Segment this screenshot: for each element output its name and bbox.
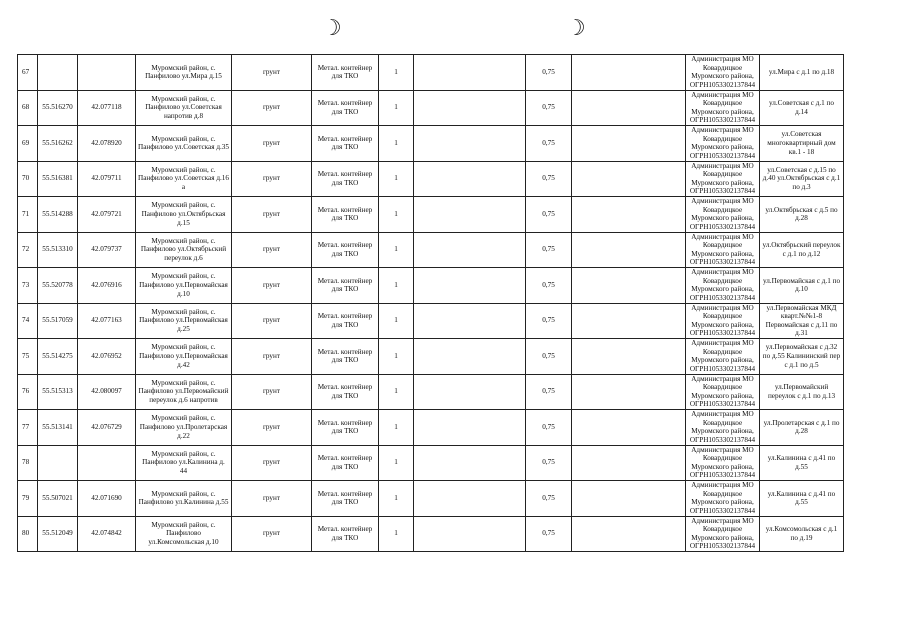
container-type-cell: Метал. контейнер для ТКО — [312, 90, 379, 126]
address-cell: Муромский район, с. Панфилово ул.Первомайская д.10 — [136, 268, 232, 304]
latitude-cell: 55.513141 — [38, 410, 78, 446]
longitude-cell: 42.077163 — [78, 303, 136, 339]
address-cell: Муромский район, с. Панфилово ул.Комсомольская д.10 — [136, 516, 232, 552]
container-count-cell: 1 — [379, 303, 414, 339]
container-count-cell: 1 — [379, 197, 414, 233]
container-type-cell: Метал. контейнер для ТКО — [312, 516, 379, 552]
served-objects-cell: ул.Советская с д.15 по д.40 ул.Октябрьская с д.1 по д.3 — [760, 161, 844, 197]
address-cell: Муромский район, с. Панфилово ул.Первомайский переулок д.6 напротив — [136, 374, 232, 410]
empty-cell — [414, 126, 526, 162]
empty-cell — [414, 232, 526, 268]
owner-cell: Администрация МО Ковардицкое Муромского района, ОГРН1053302137844 — [686, 516, 760, 552]
volume-cell: 0,75 — [526, 374, 572, 410]
table-row — [18, 232, 844, 268]
empty-cell — [572, 126, 686, 162]
served-objects-cell: ул.Советская с д.1 по д.14 — [760, 90, 844, 126]
volume-cell: 0,75 — [526, 516, 572, 552]
address-cell: Муромский район, с. Панфилово ул.Мира д.15 — [136, 55, 232, 91]
latitude-cell: 55.516381 — [38, 161, 78, 197]
row-number-cell: 77 — [18, 410, 38, 446]
owner-cell: Администрация МО Ковардицкое Муромского района, ОГРН1053302137844 — [686, 126, 760, 162]
volume-cell: 0,75 — [526, 481, 572, 517]
table-row — [18, 55, 844, 91]
volume-cell: 0,75 — [526, 90, 572, 126]
container-count-cell: 1 — [379, 339, 414, 375]
latitude-cell: 55.507021 — [38, 481, 78, 517]
address-cell: Муромский район, с. Панфилово ул.Калинина д. 44 — [136, 445, 232, 481]
surface-cell: грунт — [232, 90, 312, 126]
surface-cell: грунт — [232, 516, 312, 552]
longitude-cell: 42.080097 — [78, 374, 136, 410]
volume-cell: 0,75 — [526, 339, 572, 375]
owner-cell: Администрация МО Ковардицкое Муромского района, ОГРН1053302137844 — [686, 90, 760, 126]
container-count-cell: 1 — [379, 516, 414, 552]
empty-cell — [572, 232, 686, 268]
container-type-cell: Метал. контейнер для ТКО — [312, 55, 379, 91]
surface-cell: грунт — [232, 268, 312, 304]
table-row — [18, 481, 844, 517]
container-count-cell: 1 — [379, 161, 414, 197]
longitude-cell: 42.078920 — [78, 126, 136, 162]
owner-cell: Администрация МО Ковардицкое Муромского района, ОГРН1053302137844 — [686, 55, 760, 91]
served-objects-cell: ул.Комсомольская с д.1 по д.19 — [760, 516, 844, 552]
table-row — [18, 90, 844, 126]
empty-cell — [414, 161, 526, 197]
container-type-cell: Метал. контейнер для ТКО — [312, 374, 379, 410]
row-number-cell: 72 — [18, 232, 38, 268]
punch-hole-mark-right: ☽ — [566, 16, 586, 41]
table-row — [18, 445, 844, 481]
empty-cell — [572, 303, 686, 339]
address-cell: Муромский район, с. Панфилово ул.Советская д.16 а — [136, 161, 232, 197]
latitude-cell: 55.520778 — [38, 268, 78, 304]
owner-cell: Администрация МО Ковардицкое Муромского района, ОГРН1053302137844 — [686, 197, 760, 233]
container-count-cell: 1 — [379, 374, 414, 410]
owner-cell: Администрация МО Ковардицкое Муромского района, ОГРН1053302137844 — [686, 161, 760, 197]
latitude-cell: 55.516270 — [38, 90, 78, 126]
longitude-cell: 42.076729 — [78, 410, 136, 446]
table-row — [18, 339, 844, 375]
empty-cell — [414, 445, 526, 481]
table-body — [18, 55, 844, 552]
latitude-cell: 55.514288 — [38, 197, 78, 233]
table-row — [18, 161, 844, 197]
served-objects-cell: ул.Первомайский переулок с д.1 по д.13 — [760, 374, 844, 410]
empty-cell — [572, 339, 686, 375]
surface-cell: грунт — [232, 232, 312, 268]
surface-cell: грунт — [232, 410, 312, 446]
longitude-cell: 42.079721 — [78, 197, 136, 233]
container-type-cell: Метал. контейнер для ТКО — [312, 445, 379, 481]
empty-cell — [414, 197, 526, 233]
container-type-cell: Метал. контейнер для ТКО — [312, 339, 379, 375]
volume-cell: 0,75 — [526, 161, 572, 197]
volume-cell: 0,75 — [526, 445, 572, 481]
owner-cell: Администрация МО Ковардицкое Муромского района, ОГРН1053302137844 — [686, 303, 760, 339]
volume-cell: 0,75 — [526, 410, 572, 446]
longitude-cell: 42.076916 — [78, 268, 136, 304]
served-objects-cell: ул.Октябрьская с д.5 по д.28 — [760, 197, 844, 233]
empty-cell — [572, 55, 686, 91]
table-row — [18, 126, 844, 162]
address-cell: Муромский район, с. Панфилово ул.Пролетарская д.22 — [136, 410, 232, 446]
container-count-cell: 1 — [379, 232, 414, 268]
longitude-cell — [78, 445, 136, 481]
container-count-cell: 1 — [379, 90, 414, 126]
empty-cell — [572, 161, 686, 197]
longitude-cell: 42.074842 — [78, 516, 136, 552]
latitude-cell — [38, 445, 78, 481]
table-row — [18, 268, 844, 304]
latitude-cell: 55.516262 — [38, 126, 78, 162]
volume-cell: 0,75 — [526, 268, 572, 304]
row-number-cell: 68 — [18, 90, 38, 126]
served-objects-cell: ул.Мира с д.1 по д.18 — [760, 55, 844, 91]
served-objects-cell: ул.Калинина с д.41 по д.55 — [760, 445, 844, 481]
owner-cell: Администрация МО Ковардицкое Муромского района, ОГРН1053302137844 — [686, 481, 760, 517]
surface-cell: грунт — [232, 339, 312, 375]
owner-cell: Администрация МО Ковардицкое Муромского района, ОГРН1053302137844 — [686, 374, 760, 410]
row-number-cell: 80 — [18, 516, 38, 552]
empty-cell — [572, 268, 686, 304]
volume-cell: 0,75 — [526, 126, 572, 162]
surface-cell: грунт — [232, 445, 312, 481]
row-number-cell: 70 — [18, 161, 38, 197]
owner-cell: Администрация МО Ковардицкое Муромского района, ОГРН1053302137844 — [686, 232, 760, 268]
table-row — [18, 516, 844, 552]
address-cell: Муромский район, с. Панфилово ул.Советская напротив д.8 — [136, 90, 232, 126]
longitude-cell — [78, 55, 136, 91]
owner-cell: Администрация МО Ковардицкое Муромского района, ОГРН1053302137844 — [686, 268, 760, 304]
surface-cell: грунт — [232, 161, 312, 197]
container-type-cell: Метал. контейнер для ТКО — [312, 481, 379, 517]
served-objects-cell: ул.Первомайская МКД кварт.№№1-8 Первомайская с д.11 по д.31 — [760, 303, 844, 339]
row-number-cell: 74 — [18, 303, 38, 339]
container-count-cell: 1 — [379, 268, 414, 304]
empty-cell — [414, 90, 526, 126]
served-objects-cell: ул.Октябрьский переулок с д.1 по д.12 — [760, 232, 844, 268]
empty-cell — [572, 516, 686, 552]
empty-cell — [572, 374, 686, 410]
container-type-cell: Метал. контейнер для ТКО — [312, 410, 379, 446]
longitude-cell: 42.076952 — [78, 339, 136, 375]
empty-cell — [414, 481, 526, 517]
surface-cell: грунт — [232, 481, 312, 517]
address-cell: Муромский район, с. Панфилово ул.Калинина д.55 — [136, 481, 232, 517]
empty-cell — [414, 55, 526, 91]
served-objects-cell: ул.Советская многоквартирный дом кв.1 - 18 — [760, 126, 844, 162]
container-type-cell: Метал. контейнер для ТКО — [312, 268, 379, 304]
container-type-cell: Метал. контейнер для ТКО — [312, 161, 379, 197]
container-count-cell: 1 — [379, 55, 414, 91]
table-row — [18, 410, 844, 446]
container-type-cell: Метал. контейнер для ТКО — [312, 197, 379, 233]
empty-cell — [414, 374, 526, 410]
empty-cell — [414, 268, 526, 304]
address-cell: Муромский район, с. Панфилово ул.Первомайская д.25 — [136, 303, 232, 339]
address-cell: Муромский район, с. Панфилово ул.Первомайская д.42 — [136, 339, 232, 375]
row-number-cell: 69 — [18, 126, 38, 162]
empty-cell — [414, 410, 526, 446]
empty-cell — [572, 197, 686, 233]
empty-cell — [572, 410, 686, 446]
empty-cell — [572, 445, 686, 481]
empty-cell — [572, 90, 686, 126]
row-number-cell: 71 — [18, 197, 38, 233]
row-number-cell: 75 — [18, 339, 38, 375]
row-number-cell: 76 — [18, 374, 38, 410]
container-count-cell: 1 — [379, 410, 414, 446]
empty-cell — [572, 481, 686, 517]
address-cell: Муромский район, с. Панфилово ул.Октябрьский переулок д.6 — [136, 232, 232, 268]
volume-cell: 0,75 — [526, 55, 572, 91]
row-number-cell: 73 — [18, 268, 38, 304]
address-cell: Муромский район, с. Панфилово ул.Октябрьская д.15 — [136, 197, 232, 233]
volume-cell: 0,75 — [526, 232, 572, 268]
owner-cell: Администрация МО Ковардицкое Муромского района, ОГРН1053302137844 — [686, 410, 760, 446]
surface-cell: грунт — [232, 197, 312, 233]
container-count-cell: 1 — [379, 445, 414, 481]
owner-cell: Администрация МО Ковардицкое Муромского района, ОГРН1053302137844 — [686, 445, 760, 481]
table-row — [18, 374, 844, 410]
container-count-cell: 1 — [379, 126, 414, 162]
latitude-cell: 55.513310 — [38, 232, 78, 268]
latitude-cell — [38, 55, 78, 91]
container-sites-table — [17, 54, 844, 552]
container-type-cell: Метал. контейнер для ТКО — [312, 126, 379, 162]
table-row — [18, 303, 844, 339]
punch-hole-mark-left: ☽ — [322, 16, 342, 41]
owner-cell: Администрация МО Ковардицкое Муромского района, ОГРН1053302137844 — [686, 339, 760, 375]
served-objects-cell: ул.Калинина с д.41 по д.55 — [760, 481, 844, 517]
row-number-cell: 78 — [18, 445, 38, 481]
table-row — [18, 197, 844, 233]
served-objects-cell: ул.Первомайская с д.32 по д.55 Калининский пер с д.1 по д.5 — [760, 339, 844, 375]
row-number-cell: 67 — [18, 55, 38, 91]
volume-cell: 0,75 — [526, 197, 572, 233]
empty-cell — [414, 516, 526, 552]
longitude-cell: 42.071690 — [78, 481, 136, 517]
served-objects-cell: ул.Первомайская с д.1 по д.10 — [760, 268, 844, 304]
container-count-cell: 1 — [379, 481, 414, 517]
latitude-cell: 55.517059 — [38, 303, 78, 339]
row-number-cell: 79 — [18, 481, 38, 517]
container-type-cell: Метал. контейнер для ТКО — [312, 232, 379, 268]
surface-cell: грунт — [232, 55, 312, 91]
empty-cell — [414, 303, 526, 339]
longitude-cell: 42.079737 — [78, 232, 136, 268]
surface-cell: грунт — [232, 126, 312, 162]
surface-cell: грунт — [232, 374, 312, 410]
latitude-cell: 55.514275 — [38, 339, 78, 375]
surface-cell: грунт — [232, 303, 312, 339]
longitude-cell: 42.079711 — [78, 161, 136, 197]
empty-cell — [414, 339, 526, 375]
served-objects-cell: ул.Пролетарская с д.1 по д.28 — [760, 410, 844, 446]
address-cell: Муромский район, с. Панфилово ул.Советская д.35 — [136, 126, 232, 162]
volume-cell: 0,75 — [526, 303, 572, 339]
latitude-cell: 55.512049 — [38, 516, 78, 552]
latitude-cell: 55.515313 — [38, 374, 78, 410]
container-type-cell: Метал. контейнер для ТКО — [312, 303, 379, 339]
longitude-cell: 42.077118 — [78, 90, 136, 126]
